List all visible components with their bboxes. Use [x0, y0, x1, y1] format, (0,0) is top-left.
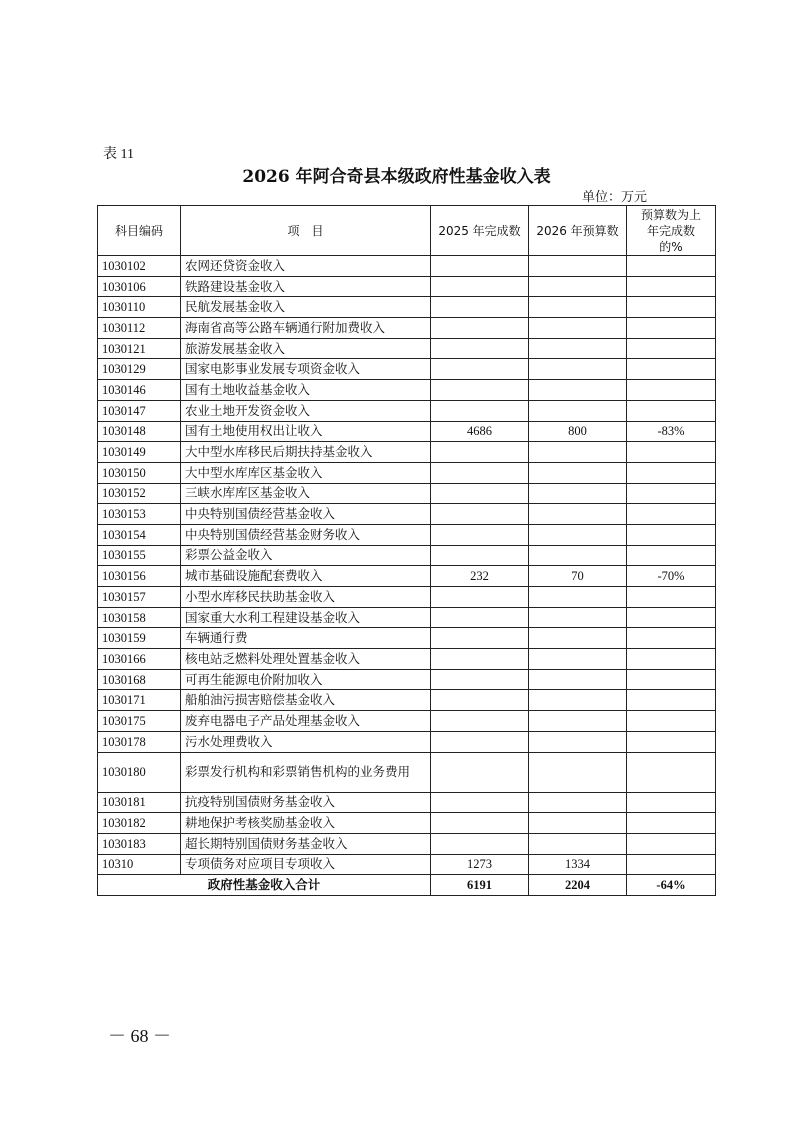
cell-pct	[627, 338, 716, 359]
cell-item: 大中型水库库区基金收入	[181, 462, 431, 483]
cell-2025	[431, 669, 529, 690]
table-row	[98, 628, 716, 649]
cell-item: 抗疫特别国债财务基金收入	[181, 792, 431, 813]
table-row	[98, 833, 716, 854]
table-row	[98, 256, 716, 277]
cell-code: 10310	[98, 854, 181, 875]
cell-2026	[529, 318, 627, 339]
cell-item: 三峡水库库区基金收入	[181, 483, 431, 504]
cell-2026	[529, 359, 627, 380]
cell-code: 1030106	[98, 276, 181, 297]
cell-2026: 1334	[529, 854, 627, 875]
cell-2026	[529, 400, 627, 421]
cell-pct	[627, 690, 716, 711]
cell-pct	[627, 359, 716, 380]
cell-item: 铁路建设基金收入	[181, 276, 431, 297]
cell-item: 可再生能源电价附加收入	[181, 669, 431, 690]
table-row	[98, 587, 716, 608]
cell-item: 耕地保护考核奖励基金收入	[181, 813, 431, 834]
table-row	[98, 297, 716, 318]
cell-pct: -70%	[627, 566, 716, 587]
cell-2026	[529, 649, 627, 670]
table-row	[98, 649, 716, 670]
cell-pct	[627, 813, 716, 834]
cell-2026	[529, 669, 627, 690]
cell-2025	[431, 587, 529, 608]
cell-code: 1030158	[98, 607, 181, 628]
table-row	[98, 380, 716, 401]
table-row	[98, 792, 716, 813]
cell-pct: -83%	[627, 421, 716, 442]
table-row	[98, 607, 716, 628]
cell-2026	[529, 256, 627, 277]
cell-item: 中央特别国债经营基金财务收入	[181, 524, 431, 545]
cell-2025	[431, 607, 529, 628]
cell-2025	[431, 545, 529, 566]
cell-2025	[431, 711, 529, 732]
cell-pct	[627, 607, 716, 628]
cell-item: 小型水库移民扶助基金收入	[181, 587, 431, 608]
total-label: 政府性基金收入合计	[98, 875, 431, 896]
cell-item: 污水处理费收入	[181, 731, 431, 752]
cell-code: 1030175	[98, 711, 181, 732]
cell-code: 1030110	[98, 297, 181, 318]
cell-2026	[529, 483, 627, 504]
cell-item: 旅游发展基金收入	[181, 338, 431, 359]
cell-code: 1030129	[98, 359, 181, 380]
cell-item: 彩票公益金收入	[181, 545, 431, 566]
cell-2025: 4686	[431, 421, 529, 442]
table-row	[98, 669, 716, 690]
table-row	[98, 752, 716, 792]
cell-2025	[431, 297, 529, 318]
col-code: 科目编码	[98, 206, 181, 256]
cell-code: 1030154	[98, 524, 181, 545]
table-number: 表 11	[103, 147, 134, 162]
table-row	[98, 545, 716, 566]
cell-2026	[529, 813, 627, 834]
cell-pct	[627, 297, 716, 318]
cell-code: 1030180	[98, 752, 181, 792]
cell-2025	[431, 792, 529, 813]
table-row	[98, 442, 716, 463]
table-row	[98, 462, 716, 483]
table-row	[98, 359, 716, 380]
cell-code: 1030181	[98, 792, 181, 813]
cell-item: 农网还贷资金收入	[181, 256, 431, 277]
header-row	[98, 206, 716, 256]
cell-item: 城市基础设施配套费收入	[181, 566, 431, 587]
cell-code: 1030148	[98, 421, 181, 442]
cell-item: 海南省高等公路车辆通行附加费收入	[181, 318, 431, 339]
cell-2026	[529, 276, 627, 297]
cell-item: 车辆通行费	[181, 628, 431, 649]
unit-label: 单位：万元	[582, 189, 648, 204]
cell-pct	[627, 276, 716, 297]
cell-pct	[627, 483, 716, 504]
cell-code: 1030121	[98, 338, 181, 359]
table-row	[98, 524, 716, 545]
cell-pct	[627, 545, 716, 566]
cell-2025	[431, 752, 529, 792]
total-pct: -64%	[627, 875, 716, 896]
cell-code: 1030152	[98, 483, 181, 504]
cell-code: 1030112	[98, 318, 181, 339]
table-row	[98, 690, 716, 711]
table-row	[98, 421, 716, 442]
cell-pct	[627, 318, 716, 339]
cell-2026	[529, 545, 627, 566]
cell-2025	[431, 524, 529, 545]
cell-pct	[627, 462, 716, 483]
cell-2026	[529, 504, 627, 525]
total-2026: 2204	[529, 875, 627, 896]
cell-item: 农业土地开发资金收入	[181, 400, 431, 421]
cell-pct	[627, 833, 716, 854]
cell-code: 1030168	[98, 669, 181, 690]
cell-code: 1030166	[98, 649, 181, 670]
cell-2025	[431, 318, 529, 339]
cell-2025	[431, 628, 529, 649]
cell-2025: 232	[431, 566, 529, 587]
cell-code: 1030149	[98, 442, 181, 463]
cell-2026	[529, 380, 627, 401]
cell-pct	[627, 854, 716, 875]
table-row	[98, 566, 716, 587]
table-row	[98, 318, 716, 339]
cell-pct	[627, 628, 716, 649]
cell-item: 大中型水库移民后期扶持基金收入	[181, 442, 431, 463]
cell-2026	[529, 628, 627, 649]
cell-2026	[529, 297, 627, 318]
col-2025: 2025 年完成数	[431, 206, 529, 256]
cell-code: 1030183	[98, 833, 181, 854]
table-row	[98, 400, 716, 421]
table-row	[98, 504, 716, 525]
cell-2025	[431, 256, 529, 277]
cell-2026	[529, 587, 627, 608]
col-pct: 预算数为上年完成数的%	[627, 206, 716, 256]
cell-2025	[431, 731, 529, 752]
table-row	[98, 813, 716, 834]
cell-pct	[627, 752, 716, 792]
cell-code: 1030146	[98, 380, 181, 401]
cell-2025	[431, 690, 529, 711]
cell-2026	[529, 833, 627, 854]
table-row	[98, 338, 716, 359]
table-row	[98, 731, 716, 752]
cell-pct	[627, 711, 716, 732]
cell-2025	[431, 483, 529, 504]
cell-code: 1030159	[98, 628, 181, 649]
fund-revenue-table	[97, 205, 716, 896]
cell-2025	[431, 504, 529, 525]
total-row	[98, 875, 716, 896]
col-2026: 2026 年预算数	[529, 206, 627, 256]
table-row	[98, 276, 716, 297]
cell-2026: 800	[529, 421, 627, 442]
cell-pct	[627, 587, 716, 608]
total-2025: 6191	[431, 875, 529, 896]
cell-code: 1030150	[98, 462, 181, 483]
cell-item: 专项债务对应项目专项收入	[181, 854, 431, 875]
cell-code: 1030156	[98, 566, 181, 587]
cell-2025: 1273	[431, 854, 529, 875]
cell-2026	[529, 792, 627, 813]
table-row	[98, 483, 716, 504]
table-row	[98, 711, 716, 732]
cell-pct	[627, 649, 716, 670]
cell-pct	[627, 504, 716, 525]
cell-pct	[627, 669, 716, 690]
cell-2026	[529, 524, 627, 545]
cell-2025	[431, 380, 529, 401]
cell-item: 船舶油污损害赔偿基金收入	[181, 690, 431, 711]
cell-2025	[431, 833, 529, 854]
cell-item: 中央特别国债经营基金收入	[181, 504, 431, 525]
cell-pct	[627, 442, 716, 463]
table-row	[98, 854, 716, 875]
cell-pct	[627, 256, 716, 277]
cell-item: 国家电影事业发展专项资金收入	[181, 359, 431, 380]
cell-code: 1030155	[98, 545, 181, 566]
cell-2025	[431, 276, 529, 297]
cell-pct	[627, 400, 716, 421]
cell-2026	[529, 731, 627, 752]
cell-item: 超长期特别国债财务基金收入	[181, 833, 431, 854]
cell-pct	[627, 380, 716, 401]
cell-code: 1030102	[98, 256, 181, 277]
cell-2026	[529, 690, 627, 711]
cell-2025	[431, 813, 529, 834]
cell-2025	[431, 649, 529, 670]
cell-pct	[627, 731, 716, 752]
page-title: 2026 年阿合奇县本级政府性基金收入表	[242, 167, 551, 187]
cell-item: 国家重大水利工程建设基金收入	[181, 607, 431, 628]
cell-code: 1030171	[98, 690, 181, 711]
cell-code: 1030182	[98, 813, 181, 834]
cell-item: 废弃电器电子产品处理基金收入	[181, 711, 431, 732]
cell-code: 1030147	[98, 400, 181, 421]
cell-2025	[431, 442, 529, 463]
page-number: － 68 －	[108, 1026, 171, 1046]
col-item: 项 目	[181, 206, 431, 256]
cell-2025	[431, 338, 529, 359]
cell-2026: 70	[529, 566, 627, 587]
cell-2026	[529, 607, 627, 628]
cell-2025	[431, 400, 529, 421]
cell-item: 民航发展基金收入	[181, 297, 431, 318]
cell-item: 国有土地收益基金收入	[181, 380, 431, 401]
cell-code: 1030157	[98, 587, 181, 608]
cell-item: 国有土地使用权出让收入	[181, 421, 431, 442]
cell-item: 核电站乏燃料处理处置基金收入	[181, 649, 431, 670]
cell-2026	[529, 338, 627, 359]
cell-2026	[529, 462, 627, 483]
cell-2025	[431, 359, 529, 380]
cell-pct	[627, 524, 716, 545]
cell-item: 彩票发行机构和彩票销售机构的业务费用	[181, 752, 431, 792]
cell-2026	[529, 711, 627, 732]
cell-code: 1030153	[98, 504, 181, 525]
cell-2026	[529, 442, 627, 463]
cell-code: 1030178	[98, 731, 181, 752]
cell-2025	[431, 462, 529, 483]
cell-pct	[627, 792, 716, 813]
cell-2026	[529, 752, 627, 792]
